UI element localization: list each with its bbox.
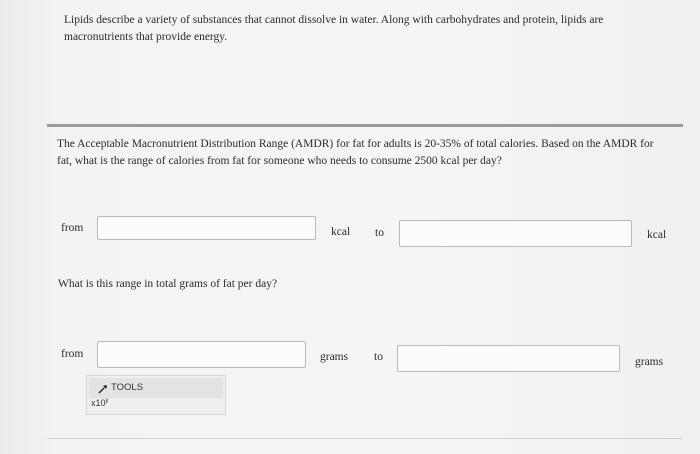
bottom-divider	[47, 438, 683, 439]
tools-widget[interactable]	[86, 375, 226, 415]
q2-from-label: from	[61, 348, 84, 360]
wrench-icon	[98, 384, 108, 394]
q2-to-input[interactable]	[397, 345, 620, 372]
q1-unit-2: kcal	[647, 229, 667, 241]
q1-unit-1: kcal	[331, 226, 351, 238]
intro-text: Lipids describe a variety of substances that cannot dissolve in water. Along with carbohydrates and protein, lipids are macronutrients that provide energy.	[64, 14, 604, 43]
q1-from-label: from	[61, 222, 84, 234]
q2-unit-1: grams	[320, 351, 349, 363]
q1-to-label: to	[375, 227, 384, 239]
sci-exponent: y	[105, 398, 109, 404]
question-2-text: What is this range in total grams of fat per day?	[58, 278, 278, 290]
q2-to-label: to	[374, 351, 383, 363]
section-divider	[47, 124, 683, 127]
q1-from-input[interactable]	[97, 216, 316, 240]
tools-button[interactable]	[89, 378, 223, 398]
q2-unit-2: grams	[635, 356, 664, 368]
scientific-notation-button[interactable]	[91, 398, 109, 408]
sci-base: x10	[91, 398, 106, 408]
tools-label: TOOLS	[111, 382, 144, 393]
q1-to-input[interactable]	[399, 220, 632, 247]
q2-from-input[interactable]	[97, 341, 306, 368]
question-1-text: The Acceptable Macronutrient Distribution Range (AMDR) for fat for adults is 20-35% of total calories. Based on the AMDR for fat, what is the range of calories from fat for someone who needs to consume 2500 kcal per day?	[57, 138, 654, 167]
